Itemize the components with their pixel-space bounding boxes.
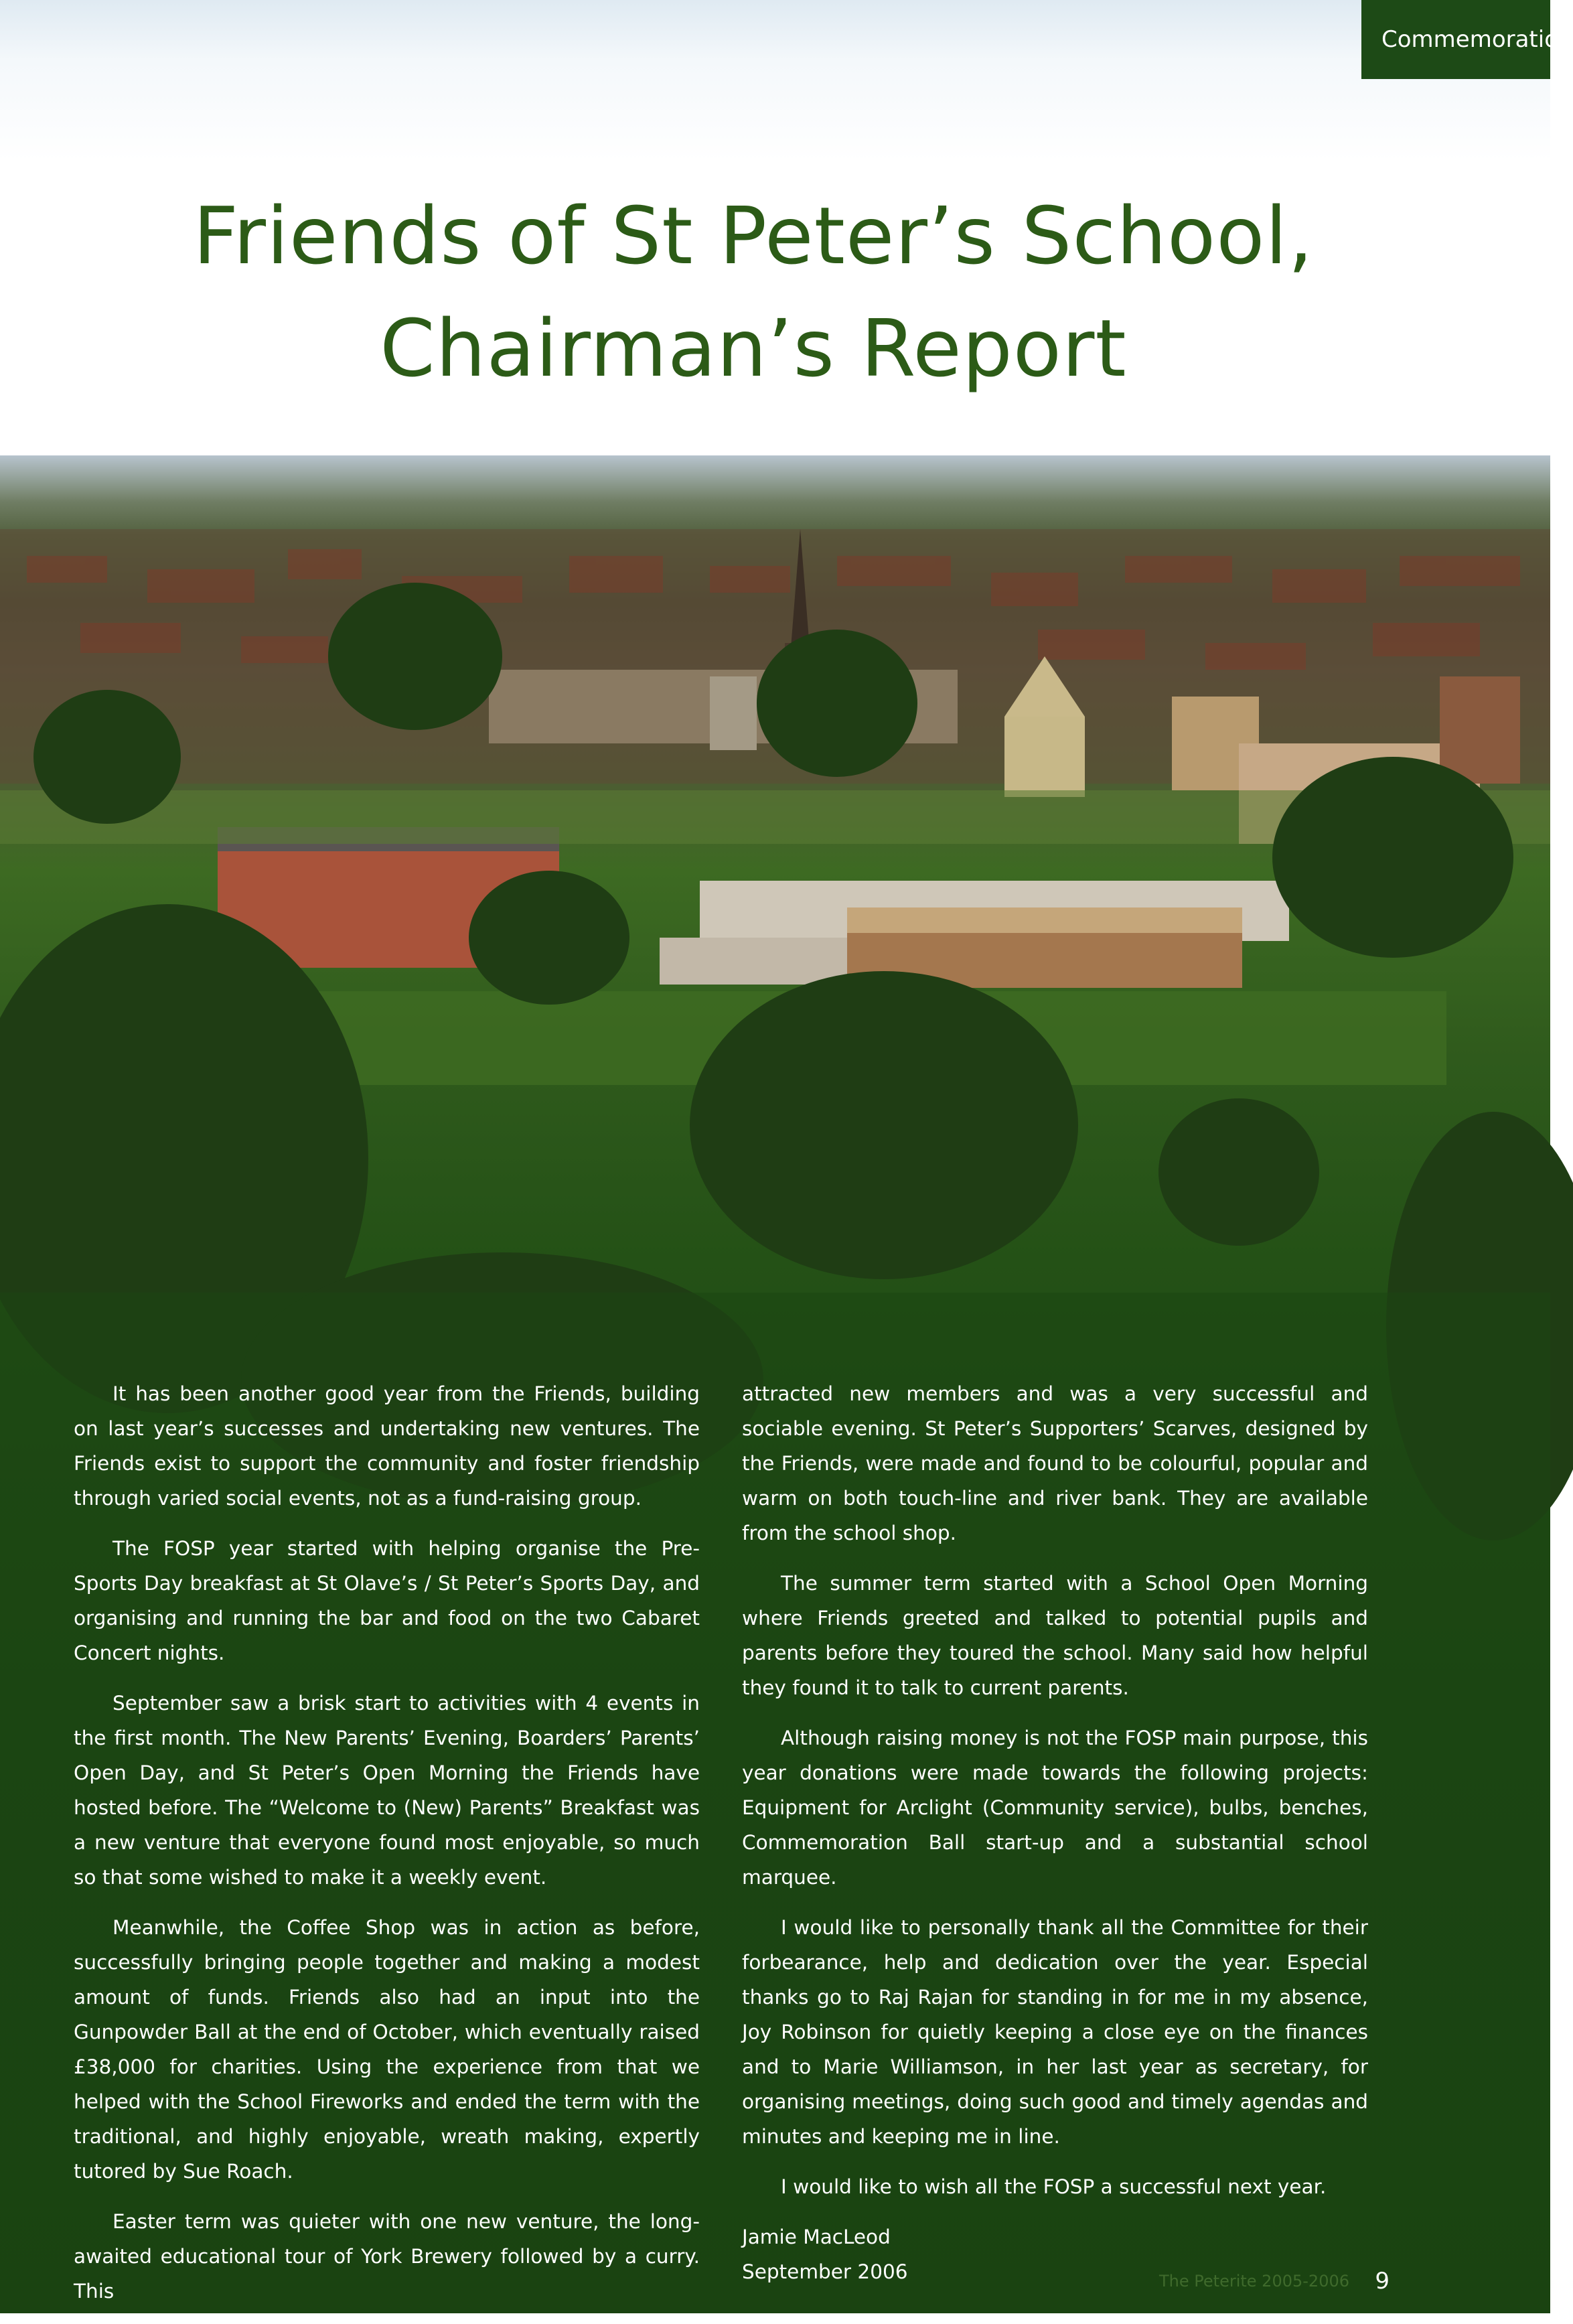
- paragraph: Easter term was quieter with one new venture, the long-awaited educational tour of York Brewery followed by a curry. This: [74, 2210, 700, 2303]
- left-text-column: [74, 1376, 700, 2324]
- signature-name: Jamie MacLeod: [742, 2226, 891, 2248]
- page-number: 9: [1375, 2268, 1390, 2295]
- right-text-column: [742, 1376, 1368, 2289]
- paragraph: Although raising money is not the FOSP main purpose, this year donations were made towards the following projects: Equipment for Arclight (Community service), bulbs, benches, Commemoration Ball start-up and a substantial school marquee.: [742, 1727, 1368, 1889]
- signature-date: September 2006: [742, 2260, 908, 2283]
- paragraph: The summer term started with a School Open Morning where Friends greeted and talked to potential pupils and parents before they toured the school. Many said how helpful they found it to talk to current parents.: [742, 1572, 1368, 1699]
- paragraph: The FOSP year started with helping organise the Pre-Sports Day breakfast at St Olave’s / St Peter’s Sports Day, and organising and running the bar and food on the two Cabaret Concert nights.: [74, 1537, 700, 1664]
- paragraph: attracted new members and was a very successful and sociable evening. St Peter’s Supporters’ Scarves, designed by the Friends, were made and found to be colourful, popular and warm on both touch-line and river bank. They are available from the school shop.: [742, 1382, 1368, 1544]
- title-line-2: Chairman’s Report: [380, 302, 1127, 394]
- paragraph: September saw a brisk start to activities with 4 events in the first month. The New Parents’ Evening, Boarders’ Parents’ Open Day, and St Peter’s Open Morning the Friends have hosted before. The “Welcome to (New) Parents” Breakfast was a new venture that everyone found most enjoyable, so much so that some wished to make it a weekly event.: [74, 1692, 700, 1889]
- paragraph: It has been another good year from the Friends, building on last year’s successes and undertaking new ventures. The Friends exist to support the community and foster friendship through varied social events, not as a fund-raising group.: [74, 1382, 700, 1510]
- section-tab: [1361, 0, 1573, 79]
- title-line-1: Friends of St Peter’s School,: [193, 190, 1314, 282]
- paragraph: I would like to wish all the FOSP a successful next year.: [781, 2175, 1327, 2198]
- section-tab-label: Commemoration: [1381, 26, 1573, 53]
- footer-publication: The Peterite 2005-2006: [1159, 2272, 1349, 2291]
- paragraph: Meanwhile, the Coffee Shop was in action as before, successfully bringing people together and making a modest amount of funds. Friends also had an input into the Gunpowder Ball at the end of October, which eventually raised £38,000 for charities. Using the experience from that we helped with the School Fireworks and ended the term with the traditional, and highly enjoyable, wreath making, expertly tutored by Sue Roach.: [74, 1916, 700, 2183]
- page-title: [0, 179, 1507, 405]
- paragraph: I would like to personally thank all the Committee for their forbearance, help and dedication over the year. Especial thanks go to Raj Rajan for standing in for me in my absence, Joy Robinson for quietly keeping a close eye on the finances and to Marie Williamson, in her last year as secretary, for organising meetings, doing such good and timely agendas and minutes and keeping me in line.: [742, 1916, 1368, 2148]
